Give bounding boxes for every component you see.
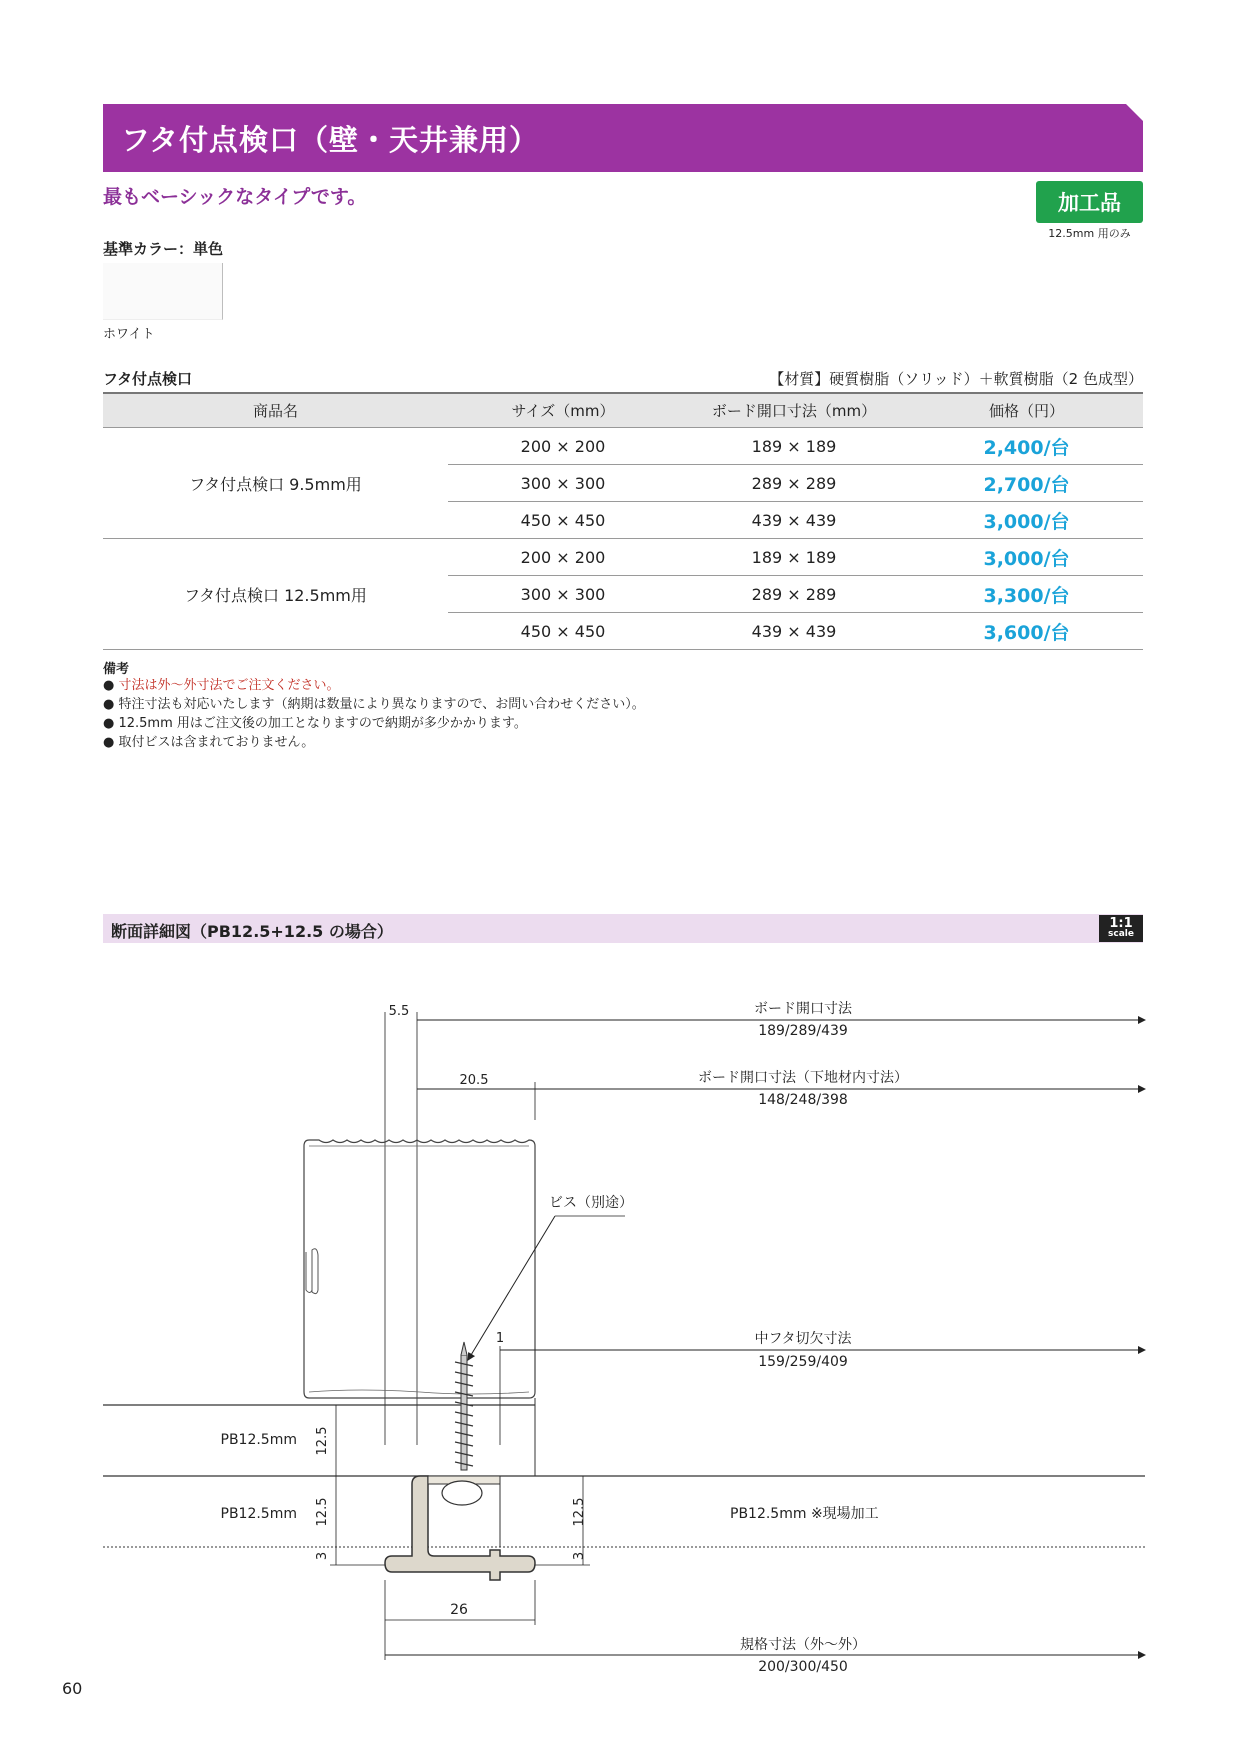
- color-swatch-name: ホワイト: [103, 327, 155, 342]
- size-cell: 200 × 200: [448, 428, 678, 465]
- size-cell: 450 × 450: [448, 502, 678, 539]
- subtitle: 最もベーシックなタイプです。: [103, 186, 367, 208]
- opening-cell: 439 × 439: [678, 613, 910, 650]
- dim-1-label: 1: [495, 1331, 505, 1346]
- notes-title: 備考: [103, 662, 130, 677]
- price-cell: 3,000/台: [910, 539, 1143, 576]
- header-product-name: 商品名: [103, 393, 448, 428]
- color-label: 基準カラー：単色: [103, 240, 224, 258]
- note-item: ● 寸法は外～外寸法でご注文ください。: [103, 678, 340, 693]
- opening-cell: 189 × 189: [678, 539, 910, 576]
- material-note: 【材質】硬質樹脂（ソリッド）＋軟質樹脂（2 色成型）: [769, 370, 1143, 388]
- dim-5-5-label: 5.5: [388, 1004, 410, 1019]
- price-cell: 3,600/台: [910, 613, 1143, 650]
- screw-icon: [461, 1355, 467, 1470]
- inner-lid-values: 159/259/409: [758, 1354, 848, 1370]
- note-item: ● 取付ビスは含まれておりません。: [103, 735, 315, 750]
- soft-resin-gasket: [442, 1481, 482, 1505]
- size-cell: 300 × 300: [448, 465, 678, 502]
- size-cell: 200 × 200: [448, 539, 678, 576]
- section-title: 断面詳細図（PB12.5+12.5 の場合）: [111, 922, 393, 941]
- dim-12-5-label: 12.5: [315, 1497, 330, 1527]
- price-cell: 2,400/台: [910, 428, 1143, 465]
- spec-size-values: 200/300/450: [758, 1659, 848, 1675]
- screw-tip: [461, 1342, 467, 1355]
- price-cell: 2,700/台: [910, 465, 1143, 502]
- size-cell: 300 × 300: [448, 576, 678, 613]
- dim-26-label: 26: [450, 1602, 468, 1618]
- dim-3-label: 3: [572, 1551, 587, 1561]
- dim-12-5-label: 12.5: [572, 1497, 587, 1527]
- size-cell: 450 × 450: [448, 613, 678, 650]
- opening-cell: 439 × 439: [678, 502, 910, 539]
- page-title: フタ付点検口（壁・天井兼用）: [121, 123, 539, 157]
- pb-bottom-label: PB12.5mm: [220, 1506, 297, 1522]
- spec-size-label: 規格寸法（外～外）: [740, 1637, 866, 1653]
- header-size: サイズ（mm）: [448, 393, 678, 428]
- dim-20-5-label: 20.5: [459, 1073, 489, 1088]
- lid-inner-edge: [309, 1146, 529, 1394]
- board-opening-values: 189/289/439: [758, 1023, 848, 1039]
- badge-note: 12.5mm 用のみ: [1048, 227, 1131, 240]
- board-inner-label: ボード開口寸法（下地材内寸法）: [698, 1070, 908, 1086]
- scale-badge: 1:1 scale: [1099, 915, 1143, 942]
- price-cell: 3,300/台: [910, 576, 1143, 613]
- opening-cell: 289 × 289: [678, 465, 910, 502]
- page-number: 60: [62, 1679, 83, 1698]
- dim-12-5-label: 12.5: [315, 1426, 330, 1456]
- dim-3-label: 3: [315, 1551, 330, 1561]
- screw-label: ビス（別途）: [549, 1195, 633, 1211]
- note-item: ● 特注寸法も対応いたします（納期は数量により異なりますので、お問い合わせください）。: [103, 697, 645, 712]
- board-inner-values: 148/248/398: [758, 1092, 848, 1108]
- note-item: ● 12.5mm 用はご注文後の加工となりますので納期が多少かかります。: [103, 716, 527, 731]
- lid-hinge: [312, 1249, 318, 1294]
- inner-lid-label: 中フタ切欠寸法: [754, 1331, 852, 1347]
- pb-top-label: PB12.5mm: [220, 1432, 297, 1448]
- lid-hinge-lip: [306, 1252, 312, 1293]
- price-cell: 3,000/台: [910, 502, 1143, 539]
- leader-line: [468, 1216, 555, 1360]
- header-opening: ボード開口寸法（mm）: [678, 393, 910, 428]
- product-name-cell: フタ付点検口 12.5mm用: [103, 539, 448, 650]
- header-price: 価格（円）: [910, 393, 1143, 428]
- opening-cell: 189 × 189: [678, 428, 910, 465]
- processed-badge: 加工品: [1036, 181, 1143, 223]
- product-name-cell: フタ付点検口 9.5mm用: [103, 428, 448, 539]
- pb-right-label: PB12.5mm ※現場加工: [730, 1506, 879, 1522]
- opening-cell: 289 × 289: [678, 576, 910, 613]
- board-opening-label: ボード開口寸法: [754, 1001, 852, 1017]
- table-title: フタ付点検口: [103, 370, 192, 388]
